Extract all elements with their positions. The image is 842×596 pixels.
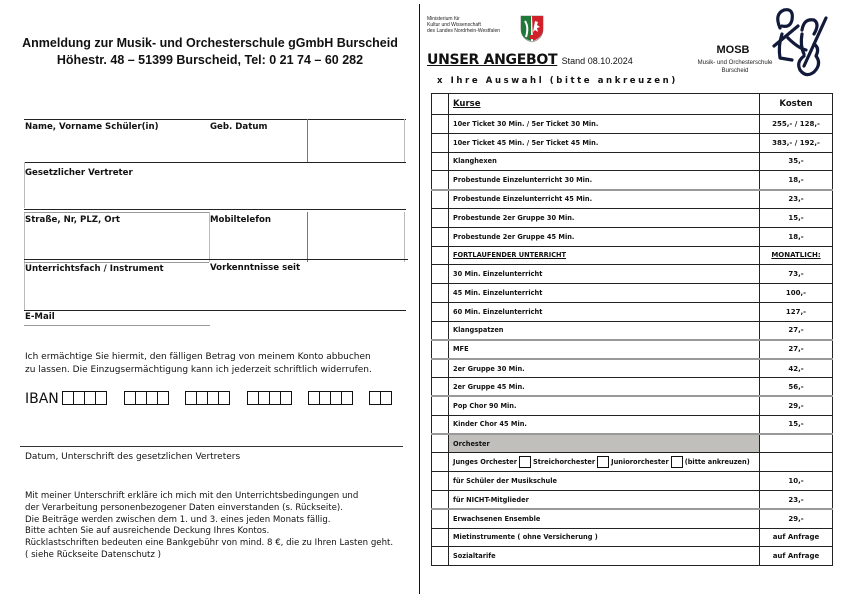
course-cost: 10,- — [760, 472, 833, 491]
offers-table — [431, 93, 833, 566]
musicians-logo-icon — [770, 4, 830, 80]
orchestra-option-label: Juniororchester — [611, 458, 669, 467]
form-divider — [307, 119, 308, 162]
course-cost: 29,- — [760, 396, 833, 415]
course-name: Probestunde Einzelunterricht 45 Min. — [449, 190, 760, 209]
select-checkbox[interactable] — [432, 453, 449, 472]
table-row[interactable] — [432, 490, 833, 509]
section-header-row — [432, 246, 833, 265]
course-name: Erwachsenen Ensemble — [449, 509, 760, 528]
table-row[interactable] — [432, 396, 833, 415]
offer-heading — [427, 51, 633, 69]
form-line — [24, 212, 209, 213]
course-name: Probestunde 2er Gruppe 30 Min. — [449, 208, 760, 227]
orchestra-options-row — [432, 453, 833, 472]
select-checkbox[interactable] — [432, 152, 449, 171]
choice-hint: x Ihre Auswahl (bitte ankreuzen) — [437, 76, 678, 86]
ministry-text — [427, 16, 500, 34]
streichorchester-checkbox[interactable] — [597, 456, 609, 468]
cost-column-header: Kosten — [760, 94, 833, 115]
select-checkbox — [432, 246, 449, 265]
form-divider — [307, 212, 308, 262]
table-row[interactable] — [432, 265, 833, 284]
select-checkbox[interactable] — [432, 547, 449, 566]
name-label: Name, Vorname Schüler(in) — [25, 122, 159, 132]
course-name: Mietinstrumente ( ohne Versicherung ) — [449, 528, 760, 547]
course-cost: 27,- — [760, 321, 833, 340]
table-row[interactable] — [432, 133, 833, 152]
table-row[interactable] — [432, 340, 833, 359]
course-column-header: Kurse — [449, 94, 760, 115]
page-divider — [419, 4, 420, 594]
subject-field[interactable] — [25, 276, 208, 306]
orchestra-options — [449, 453, 760, 472]
iban-group-4[interactable] — [247, 391, 291, 405]
form-line-top — [24, 119, 406, 120]
select-checkbox[interactable] — [432, 359, 449, 378]
course-name: MFE — [449, 340, 760, 359]
iban-group-5[interactable] — [308, 391, 352, 405]
select-checkbox[interactable] — [432, 472, 449, 491]
course-name: Klangspatzen — [449, 321, 760, 340]
mandate-line-2: zu lassen. Die Einzugsermächtigung kann ich jederzeit schriftlich widerrufen. — [25, 365, 372, 375]
subject-label: Unterrichtsfach / Instrument — [25, 264, 164, 274]
course-cost: 29,- — [760, 509, 833, 528]
course-name: 60 Min. Einzelunterricht — [449, 302, 760, 321]
select-checkbox[interactable] — [432, 208, 449, 227]
form-divider — [404, 119, 405, 163]
terms-line: Mit meiner Unterschrift erkläre ich mich mit den Unterrichtsbedingungen und — [25, 491, 359, 501]
course-cost — [760, 453, 833, 472]
nrw-coat-of-arms-icon — [520, 15, 544, 43]
birthdate-field[interactable] — [210, 132, 306, 160]
course-cost: 23,- — [760, 190, 833, 209]
junges-orchester-checkbox[interactable] — [519, 456, 531, 468]
course-name: Klanghexen — [449, 152, 760, 171]
terms-line: Rücklastschriften bedeuten eine Bankgebühr von mind. 8 €, die zu Ihren Lasten geht. — [25, 538, 394, 549]
guardian-field[interactable] — [24, 180, 404, 206]
iban-group-2[interactable] — [124, 391, 168, 405]
orchestra-hint: (bitte ankreuzen) — [684, 458, 750, 467]
table-row[interactable] — [432, 509, 833, 528]
course-name: Pop Chor 90 Min. — [449, 396, 760, 415]
school-title: Anmeldung zur Musik- und Orchesterschule gGmbH Burscheid — [22, 36, 398, 50]
select-checkbox[interactable] — [432, 284, 449, 303]
iban-group-6[interactable] — [369, 391, 391, 405]
table-row[interactable] — [432, 472, 833, 491]
terms-line: Bitte achten Sie auf ausreichende Deckung Ihres Kontos. — [25, 526, 270, 537]
offer-title: UNSER ANGEBOT — [427, 52, 558, 68]
email-label: E-Mail — [25, 312, 55, 322]
table-row[interactable] — [432, 284, 833, 303]
form-line — [24, 325, 210, 326]
birthdate-label: Geb. Datum — [210, 122, 268, 132]
course-name: 45 Min. Einzelunterricht — [449, 284, 760, 303]
table-row[interactable] — [432, 359, 833, 378]
select-checkbox[interactable] — [432, 133, 449, 152]
table-row[interactable] — [432, 378, 833, 397]
course-cost: auf Anfrage — [760, 547, 833, 566]
select-checkbox[interactable] — [432, 190, 449, 209]
signature-line[interactable] — [20, 446, 403, 447]
course-cost: 15,- — [760, 415, 833, 434]
course-name: Probestunde 2er Gruppe 45 Min. — [449, 227, 760, 246]
address-label: Straße, Nr, PLZ, Ort — [25, 215, 120, 225]
select-checkbox[interactable] — [432, 340, 449, 359]
mosb-title: MOSB — [716, 44, 750, 56]
terms-line: ( siehe Rückseite Datenschutz ) — [25, 549, 162, 560]
table-row[interactable] — [432, 152, 833, 171]
table-row[interactable] — [432, 115, 833, 134]
mandate-line-1: Ich ermächtige Sie hiermit, den fälligen Betrag von meinem Konto abbuchen — [25, 352, 371, 362]
course-cost: auf Anfrage — [760, 528, 833, 547]
select-checkbox[interactable] — [432, 378, 449, 397]
course-cost: 73,- — [760, 265, 833, 284]
table-row[interactable] — [432, 528, 833, 547]
mobile-label: Mobiltelefon — [210, 215, 271, 225]
course-cost: 100,- — [760, 284, 833, 303]
course-cost — [760, 434, 833, 453]
table-row[interactable] — [432, 227, 833, 246]
course-cost: 18,- — [760, 227, 833, 246]
terms-line: der Verarbeitung personenbezogener Daten einverstanden (s. Rückseite). — [25, 502, 344, 513]
signature-label: Datum, Unterschrift des gesetzlichen Vertreters — [25, 452, 241, 462]
orchestra-header-row — [432, 434, 833, 453]
terms-line: Die Beiträge werden zwischen dem 1. und 3. eines jeden Monats fällig. — [25, 514, 331, 525]
select-checkbox[interactable] — [432, 302, 449, 321]
experience-field[interactable] — [210, 276, 404, 306]
terms-block — [25, 491, 393, 562]
ministry-line: Ministerium für — [427, 16, 460, 22]
course-name: Sozialtarife — [449, 547, 760, 566]
select-checkbox[interactable] — [432, 171, 449, 190]
form-line — [24, 209, 406, 210]
iban-digit-box[interactable] — [157, 391, 170, 405]
section-title: FORTLAUFENDER UNTERRICHT — [449, 246, 760, 265]
iban-label: IBAN — [25, 391, 59, 407]
orchestra-option-label: Streichorchester — [533, 458, 596, 467]
mosb-subtitle-line: Musik- und Orchesterschule — [697, 60, 773, 66]
course-cost: 127,- — [760, 302, 833, 321]
course-name: 10er Ticket 45 Min. / 5er Ticket 45 Min. — [449, 133, 760, 152]
form-divider — [404, 212, 405, 262]
select-checkbox[interactable] — [432, 265, 449, 284]
form-line — [24, 162, 406, 163]
juniororchester-checkbox[interactable] — [671, 456, 683, 468]
iban-digit-box[interactable] — [280, 391, 293, 405]
select-checkbox[interactable] — [432, 528, 449, 547]
course-name: 30 Min. Einzelunterricht — [449, 265, 760, 284]
form-line — [24, 259, 408, 260]
table-row[interactable] — [432, 208, 833, 227]
table-row[interactable] — [432, 321, 833, 340]
table-row[interactable] — [432, 415, 833, 434]
course-name: 2er Gruppe 30 Min. — [449, 359, 760, 378]
email-field[interactable] — [60, 311, 208, 324]
address-field[interactable] — [25, 226, 208, 258]
form-divider — [24, 162, 25, 208]
iban-group-1[interactable] — [62, 391, 106, 405]
course-name: Probestunde Einzelunterricht 30 Min. — [449, 171, 760, 190]
course-cost: 56,- — [760, 378, 833, 397]
course-name: für NICHT-Mitglieder — [449, 490, 760, 509]
course-name: 10er Ticket 30 Min. / 5er Ticket 30 Min. — [449, 115, 760, 134]
guardian-label: Gesetzlicher Vertreter — [25, 168, 133, 178]
course-name: 2er Gruppe 45 Min. — [449, 378, 760, 397]
course-cost: 15,- — [760, 208, 833, 227]
select-checkbox[interactable] — [432, 396, 449, 415]
course-cost: 27,- — [760, 340, 833, 359]
iban-digit-box[interactable] — [95, 391, 108, 405]
table-row[interactable] — [432, 171, 833, 190]
experience-label: Vorkenntnisse seit — [210, 263, 301, 273]
course-name: Kinder Chor 45 Min. — [449, 415, 760, 434]
course-name: für Schüler der Musikschule — [449, 472, 760, 491]
table-header-row — [432, 94, 833, 115]
iban-digit-box[interactable] — [341, 391, 354, 405]
name-field[interactable] — [24, 132, 208, 160]
select-column-header — [432, 94, 449, 115]
iban-digit-box[interactable] — [218, 391, 231, 405]
select-checkbox[interactable] — [432, 434, 449, 453]
course-cost: 35,- — [760, 152, 833, 171]
offer-date: Stand 08.10.2024 — [561, 56, 633, 66]
orchestra-section-title: Orchester — [449, 434, 760, 453]
table-row[interactable] — [432, 190, 833, 209]
select-checkbox[interactable] — [432, 227, 449, 246]
mobile-field[interactable] — [210, 226, 306, 258]
table-row[interactable] — [432, 547, 833, 566]
course-cost: 23,- — [760, 490, 833, 509]
select-checkbox[interactable] — [432, 115, 449, 134]
iban-digit-box[interactable] — [380, 391, 393, 405]
select-checkbox[interactable] — [432, 509, 449, 528]
iban-group-3[interactable] — [185, 391, 229, 405]
school-address: Höhestr. 48 – 51399 Burscheid, Tel: 0 21 74 – 60 282 — [56, 53, 364, 67]
select-checkbox[interactable] — [432, 321, 449, 340]
ministry-line: des Landes Nordrhein-Westfalen — [427, 28, 501, 34]
select-checkbox[interactable] — [432, 415, 449, 434]
course-cost: 42,- — [760, 359, 833, 378]
ministry-line: Kultur und Wissenschaft — [427, 22, 481, 28]
mosb-subtitle-line: Burscheid — [721, 68, 749, 74]
section-cost-label: MONATLICH: — [760, 246, 833, 265]
course-cost: 383,- / 192,- — [760, 133, 833, 152]
course-cost: 18,- — [760, 171, 833, 190]
table-row[interactable] — [432, 302, 833, 321]
form-line — [24, 262, 209, 263]
orchestra-option-label: Junges Orchester — [453, 458, 517, 467]
course-cost: 255,- / 128,- — [760, 115, 833, 134]
select-checkbox[interactable] — [432, 490, 449, 509]
